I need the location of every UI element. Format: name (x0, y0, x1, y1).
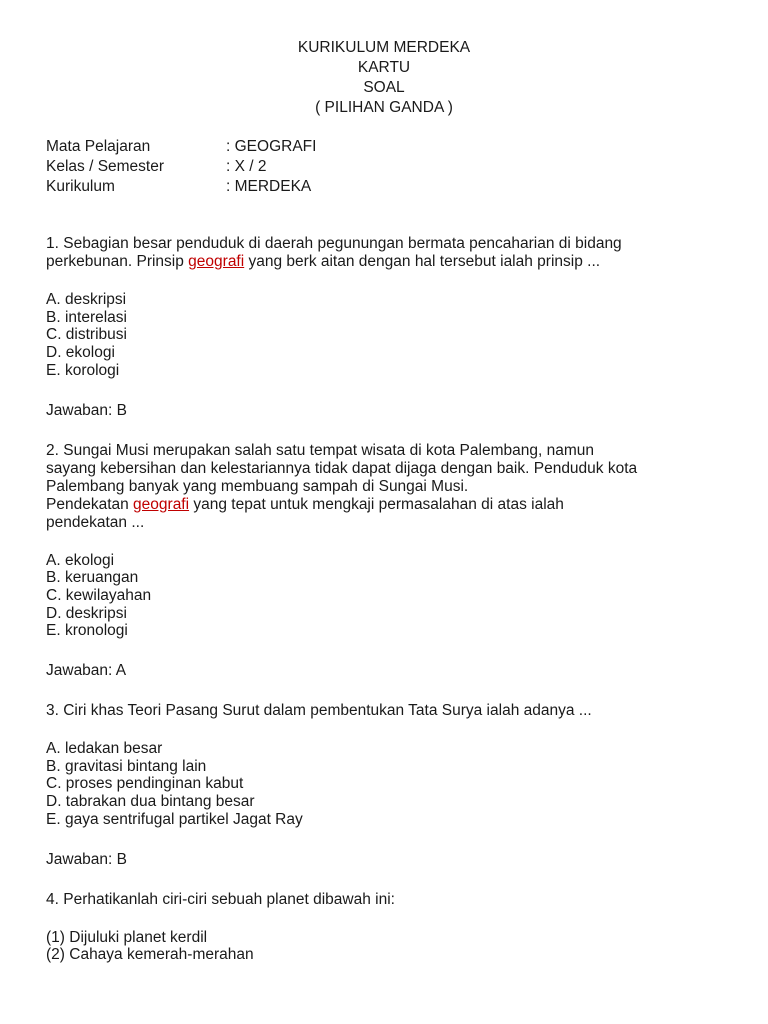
text-segment: perkebunan. Prinsip (46, 253, 189, 270)
option: A. ledakan besar (46, 740, 163, 758)
question-1 (46, 235, 726, 442)
option: C. kewilayahan (46, 586, 152, 604)
meta-label: Mata Pelajaran (46, 138, 151, 155)
option: D. tabrakan dua bintang besar (46, 793, 255, 811)
option: A. deskripsi (46, 291, 127, 308)
header-line-2: KARTU (357, 59, 411, 76)
meta-label: Kurikulum (46, 178, 115, 195)
question-text: Palembang banyak yang membuang sampah di Sungai Musi. (46, 477, 469, 495)
document-header (0, 38, 768, 118)
answer: Jawaban: B (46, 850, 127, 868)
meta-row-class (46, 157, 316, 177)
header-line-4: ( PILIHAN GANDA ) (315, 99, 453, 116)
option: A. ekologi (46, 551, 115, 569)
keyword-link[interactable]: geografi (188, 253, 245, 270)
option: B. gravitasi bintang lain (46, 757, 207, 775)
questions-content (46, 235, 726, 964)
question-text (46, 253, 726, 271)
meta-value: : X / 2 (226, 158, 267, 175)
list-item: (2) Cahaya kemerah-merahan (46, 946, 254, 964)
text-segment: yang tepat untuk mengkaji permasalahan di atas ialah (189, 495, 564, 513)
question-4 (46, 891, 726, 964)
option: C. distribusi (46, 326, 127, 344)
list-item: (1) Dijuluki planet kerdil (46, 928, 208, 946)
meta-row-curriculum (46, 177, 316, 197)
text-segment: yang berk aitan dengan hal tersebut ialah prinsip ... (244, 253, 601, 270)
option: D. ekologi (46, 344, 115, 362)
question-text: pendekatan ... (46, 513, 145, 531)
header-line-1: KURIKULUM MERDEKA (297, 39, 471, 56)
question-text: 4. Perhatikanlah ciri-ciri sebuah planet dibawah ini: (46, 890, 395, 908)
meta-label: Kelas / Semester (46, 158, 165, 175)
option: E. gaya sentrifugal partikel Jagat Ray (46, 810, 303, 828)
question-text: sayang kebersihan dan kelestariannya tidak dapat dijaga dengan baik. Penduduk kota (46, 459, 638, 477)
question-2 (46, 442, 726, 703)
question-text: 3. Ciri khas Teori Pasang Surut dalam pembentukan Tata Surya ialah adanya ... (46, 702, 592, 720)
question-text (46, 496, 726, 514)
metadata-block (46, 137, 316, 197)
option: B. keruangan (46, 569, 139, 587)
meta-value: : MERDEKA (226, 178, 312, 195)
answer: Jawaban: A (46, 662, 127, 680)
keyword-link[interactable]: geografi (133, 495, 190, 513)
answer: Jawaban: B (46, 401, 127, 419)
question-text: 2. Sungai Musi merupakan salah satu tempat wisata di kota Palembang, namun (46, 441, 594, 459)
meta-value: : GEOGRAFI (226, 138, 317, 155)
question-text: 1. Sebagian besar penduduk di daerah pegunungan bermata pencaharian di bidang (46, 235, 622, 252)
header-line-3: SOAL (363, 79, 405, 96)
option: C. proses pendinginan kabut (46, 775, 244, 793)
meta-row-subject (46, 137, 316, 157)
option: D. deskripsi (46, 604, 127, 622)
option: B. interelasi (46, 308, 127, 326)
question-3 (46, 702, 726, 891)
option: E. kronologi (46, 622, 128, 640)
option: E. korologi (46, 361, 120, 379)
text-segment: Pendekatan (46, 495, 134, 513)
